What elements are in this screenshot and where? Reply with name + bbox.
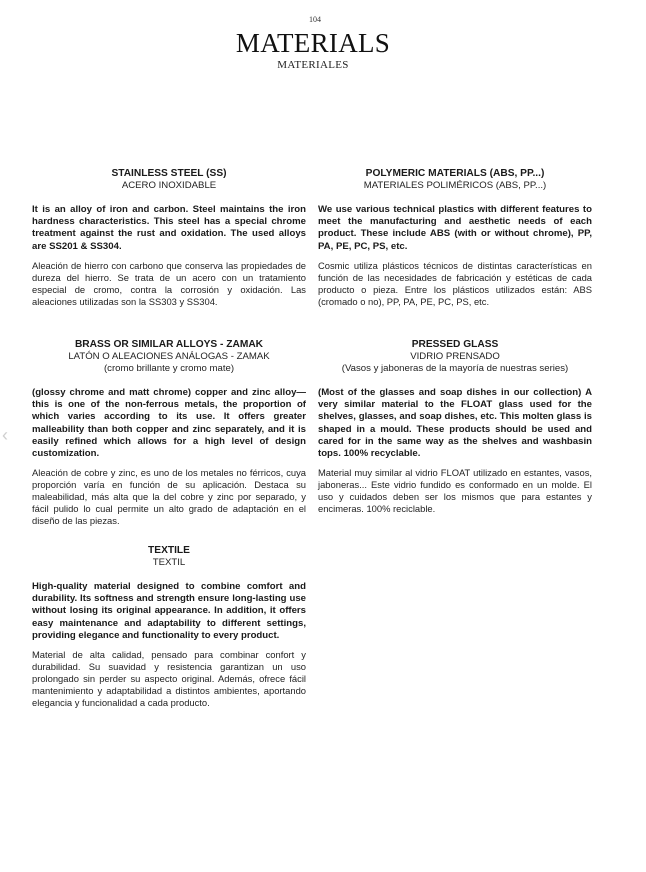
section-brass-zamak bbox=[32, 338, 306, 527]
section-polymeric-materials bbox=[318, 167, 592, 308]
previous-page-arrow-icon[interactable]: ‹ bbox=[2, 425, 8, 445]
section-text-spanish: Cosmic utiliza plásticos técnicos de distintas características en función de las necesidades de fabricación y estéticas de cada producto o pieza. Entre los plásticos utilizados están: ABS (cromado o no), PP, PA, PE, PC, PS, etc. bbox=[318, 259, 592, 307]
section-text-english: It is an alloy of iron and carbon. Steel maintains the iron hardness characteristics. This steel has a special chrome treatment against the rust and oxidation. The used alloys are SS201 & SS304. bbox=[32, 204, 306, 252]
section-text-english: We use various technical plastics with different features to meet the manufacturing and aesthetic needs of each product. These include ABS (with or without chrome), PP, PA, PE, PC, PS, etc. bbox=[318, 204, 592, 252]
section-text-spanish: Aleación de cobre y zinc, es uno de los metales no férricos, cuya proporción varía en función de su aplicación. Destaca su maleabilidad, más alta que la del cobre y zinc por separado, y fácil pulido lo cual permite un alto grado de adaptación en el diseño de las piezas. bbox=[32, 467, 306, 527]
section-subtitle: ACERO INOXIDABLE bbox=[121, 180, 217, 191]
section-text-english: High-quality material designed to combine comfort and durability. Its softness and strength ensure long-lasting use without losing its original appearance. In addition, it offers easy maintenance and adaptability to different settings, providing elegance and functionality to every product. bbox=[32, 581, 306, 641]
section-stainless-steel bbox=[32, 167, 306, 308]
section-subtitle: MATERIALES POLIMÉRICOS (ABS, PP...) bbox=[363, 180, 547, 191]
page-title: MATERIALS bbox=[235, 28, 391, 58]
section-subtitle: TEXTIL bbox=[152, 557, 186, 568]
section-title: BRASS OR SIMILAR ALLOYS - ZAMAK bbox=[74, 339, 264, 350]
page-subtitle: MATERIALES bbox=[277, 59, 349, 71]
section-text-spanish: Material muy similar al vidrio FLOAT utilizado en estantes, vasos, jaboneras... Este vidrio fundido es conformado en un molde. El uso y cuidados deben ser los mismos que para estantes y encimeras. 100% reciclable. bbox=[318, 467, 592, 515]
page-number: 104 bbox=[309, 15, 321, 24]
section-title: TEXTILE bbox=[148, 545, 190, 556]
section-subtitle: VIDRIO PRENSADO bbox=[410, 351, 500, 362]
section-subtitle: LATÓN O ALEACIONES ANÁLOGAS - ZAMAK bbox=[68, 351, 270, 362]
section-title: POLYMERIC MATERIALS (ABS, PP...) bbox=[365, 168, 545, 179]
section-text-english: (Most of the glasses and soap dishes in our collection) A very similar material to the FLOAT glass used for the shelves, glasses, and soap dishes, etc. This molten glass is shaped in a mould. These products should be used and cared for in the same way as the shelves and washbasin tops. 100% recyclable. bbox=[318, 387, 592, 460]
section-subtitle-note: (cromo brillante y cromo mate) bbox=[103, 363, 235, 374]
section-textile bbox=[32, 544, 306, 709]
section-text-spanish: Aleación de hierro con carbono que conserva las propiedades de dureza del hierro. Se trata de un acero con un tratamiento especial de cromo, contra la corrosión y oxidación. Las aleaciones utilizadas son la SS303 y SS304. bbox=[32, 259, 306, 307]
section-text-english: (glossy chrome and matt chrome) copper and zinc alloy— this is one of the non-ferrous metals, the proportion of which varies according to its use. It offers greater malleability than both copper and zinc separately, and it is easily refined which allows for a high level of design customization. bbox=[32, 387, 306, 460]
section-pressed-glass bbox=[318, 338, 592, 515]
section-title: PRESSED GLASS bbox=[411, 339, 499, 350]
section-text-spanish: Material de alta calidad, pensado para combinar confort y durabilidad. Su suavidad y resistencia garantizan un uso prolongado sin perder su aspecto original. Además, ofrece fácil mantenimiento y adaptabilidad a distintos ambientes, aportando elegancia y funcionalidad a cada producto. bbox=[32, 649, 306, 709]
section-subtitle-note: (Vasos y jaboneras de la mayoría de nuestras series) bbox=[341, 363, 569, 374]
section-title: STAINLESS STEEL (SS) bbox=[111, 168, 227, 179]
